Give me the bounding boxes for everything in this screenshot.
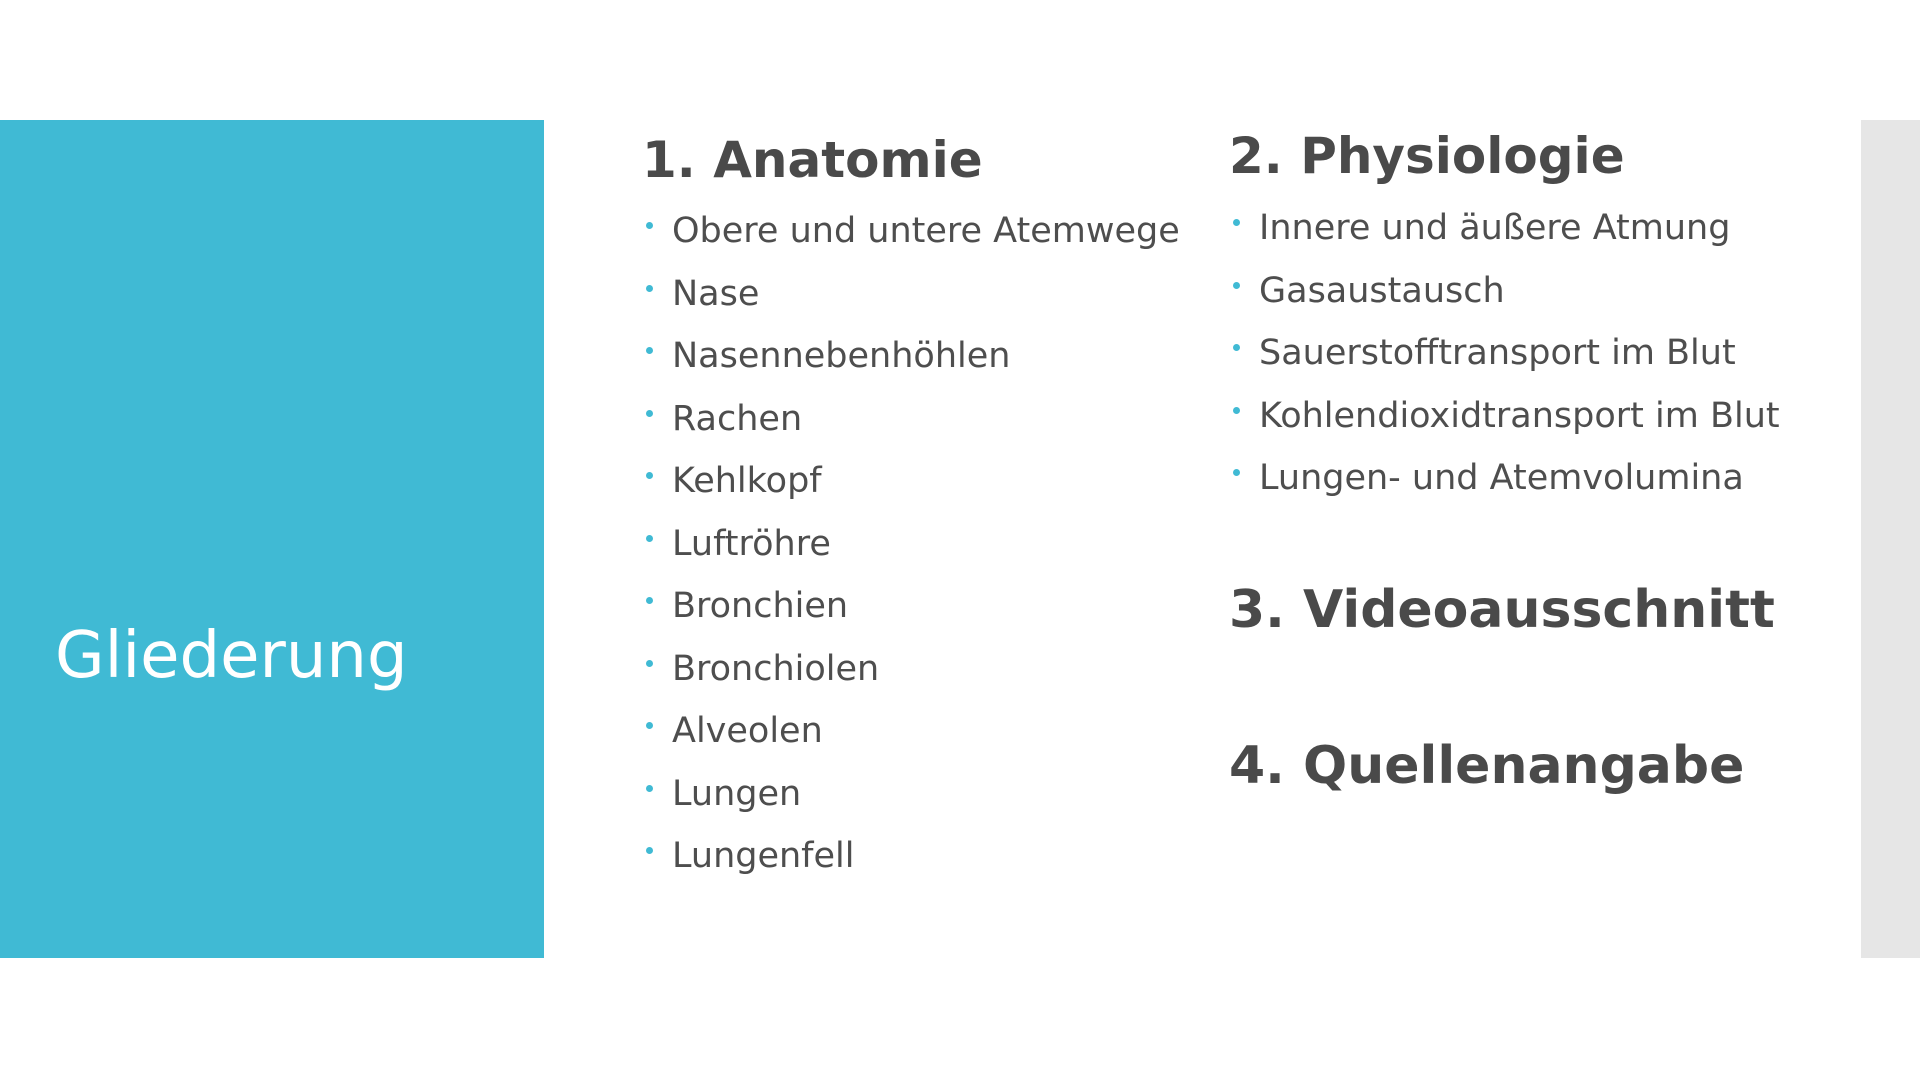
- bullet-icon: [646, 597, 653, 604]
- list-item: [1229, 260, 1780, 323]
- list-item: [642, 263, 1180, 326]
- bullet-icon: [1233, 219, 1240, 226]
- bullet-icon: [1233, 344, 1240, 351]
- bullet-icon: [646, 722, 653, 729]
- section-heading-videoausschnitt: 3. Videoausschnitt: [1229, 580, 1775, 640]
- bullet-icon: [646, 410, 653, 417]
- bullet-icon: [646, 847, 653, 854]
- list-item: [642, 388, 1180, 451]
- list-item: [1229, 322, 1780, 385]
- physiologie-list: [1229, 197, 1780, 510]
- list-item-label: Alveolen: [672, 711, 823, 752]
- list-item-label: Bronchien: [672, 586, 849, 627]
- list-item: [642, 200, 1180, 263]
- bullet-icon: [1233, 407, 1240, 414]
- list-item-label: Lungenfell: [672, 836, 855, 877]
- section-heading-quellenangabe: 4. Quellenangabe: [1229, 736, 1745, 796]
- section-heading-anatomie: 1. Anatomie: [642, 131, 983, 189]
- section-heading-physiologie: 2. Physiologie: [1229, 127, 1625, 185]
- list-item: [642, 513, 1180, 576]
- list-item: [642, 575, 1180, 638]
- list-item: [1229, 197, 1780, 260]
- list-item: [1229, 447, 1780, 510]
- bullet-icon: [646, 472, 653, 479]
- bullet-icon: [646, 785, 653, 792]
- bullet-icon: [1233, 469, 1240, 476]
- list-item-label: Lungen: [672, 773, 802, 814]
- list-item-label: Luftröhre: [672, 523, 831, 564]
- list-item: [642, 325, 1180, 388]
- list-item: [642, 825, 1180, 888]
- list-item: [642, 700, 1180, 763]
- list-item-label: Rachen: [672, 398, 803, 439]
- list-item-label: Bronchiolen: [672, 648, 880, 689]
- list-item: [642, 450, 1180, 513]
- list-item-label: Lungen- und Atemvolumina: [1259, 458, 1744, 499]
- bullet-icon: [1233, 282, 1240, 289]
- list-item-label: Gasaustausch: [1259, 270, 1505, 311]
- list-item: [642, 638, 1180, 701]
- bullet-icon: [646, 660, 653, 667]
- list-item: [1229, 385, 1780, 448]
- bullet-icon: [646, 535, 653, 542]
- anatomie-list: [642, 200, 1180, 888]
- list-item-label: Innere und äußere Atmung: [1259, 208, 1731, 249]
- bullet-icon: [646, 347, 653, 354]
- title-panel: [0, 120, 544, 958]
- list-item-label: Nasennebenhöhlen: [672, 336, 1011, 377]
- list-item-label: Kohlendioxidtransport im Blut: [1259, 395, 1780, 436]
- list-item-label: Kehlkopf: [672, 461, 822, 502]
- list-item-label: Obere und untere Atemwege: [672, 211, 1180, 252]
- list-item: [642, 763, 1180, 826]
- slide-title: Gliederung: [55, 619, 408, 693]
- list-item-label: Nase: [672, 273, 760, 314]
- right-edge-strip: [1861, 120, 1920, 958]
- bullet-icon: [646, 222, 653, 229]
- list-item-label: Sauerstofftransport im Blut: [1259, 333, 1736, 374]
- bullet-icon: [646, 285, 653, 292]
